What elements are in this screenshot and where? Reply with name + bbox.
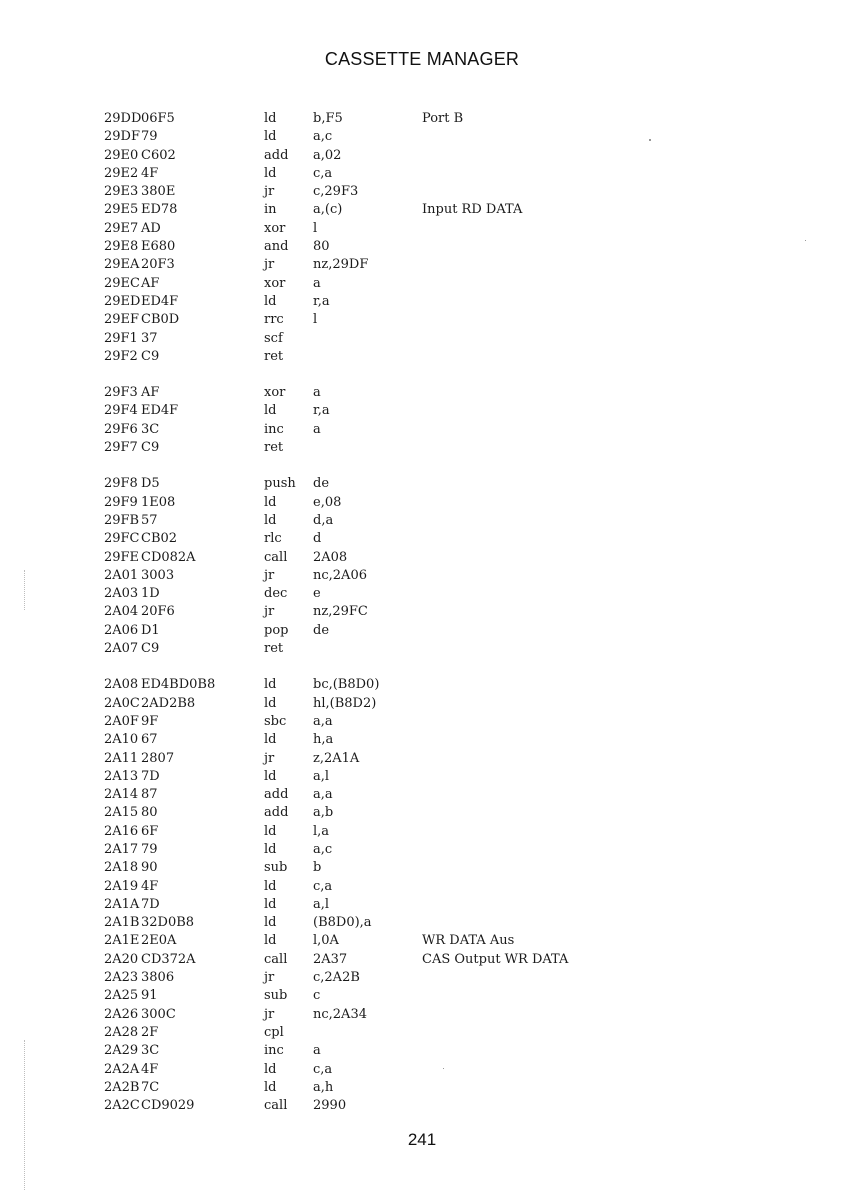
address-cell: 29EC (104, 275, 140, 291)
operand-cell: a,h (313, 1079, 334, 1095)
operand-cell: a,l (313, 768, 330, 784)
operand-cell: d (313, 531, 322, 547)
address-cell: 2A28 (104, 1024, 139, 1040)
opcode-cell: 3806 (141, 970, 175, 986)
opcode-cell: 3003 (141, 567, 175, 583)
operand-cell: e,08 (313, 494, 342, 510)
mnemonic-cell: inc (264, 1043, 284, 1059)
opcode-cell: 300C (141, 1006, 176, 1022)
opcode-cell: CD082A (141, 549, 196, 565)
opcode-cell: CD372A (141, 951, 196, 967)
operand-cell: a (313, 1043, 321, 1059)
operand-cell: c,a (313, 878, 333, 894)
mnemonic-cell: cpl (264, 1024, 284, 1040)
address-cell: 29F9 (104, 494, 138, 510)
opcode-cell: 7C (141, 1079, 160, 1095)
mnemonic-cell: jr (264, 970, 275, 986)
opcode-cell: 3C (141, 421, 160, 437)
address-cell: 29FC (104, 531, 140, 547)
address-cell: 2A0F (104, 713, 139, 729)
mnemonic-cell: ld (264, 896, 277, 912)
operand-cell: a,c (313, 129, 333, 145)
mnemonic-cell: ld (264, 1061, 277, 1077)
opcode-cell: ED4F (141, 403, 179, 419)
address-cell: 2A1B (104, 915, 140, 931)
operand-cell: 2990 (313, 1098, 347, 1114)
operand-cell: a,a (313, 713, 333, 729)
address-cell: 29E3 (104, 184, 139, 200)
operand-cell: l (313, 312, 318, 328)
address-cell: 2A14 (104, 787, 139, 803)
opcode-cell: 79 (141, 129, 158, 145)
opcode-cell: 06F5 (141, 111, 175, 126)
address-cell: 29F3 (104, 385, 138, 401)
operand-cell: a (313, 421, 321, 437)
mnemonic-cell: ld (264, 111, 277, 126)
address-cell: 2A11 (104, 750, 139, 766)
mnemonic-cell: ret (264, 440, 284, 456)
address-cell: 2A1A (104, 896, 140, 912)
mnemonic-cell: sub (264, 860, 288, 876)
address-cell: 2A06 (104, 622, 139, 638)
address-cell: 2A08 (104, 677, 139, 693)
mnemonic-cell: xor (264, 385, 286, 401)
address-cell: 29ED (104, 293, 141, 309)
operand-cell: a,02 (313, 147, 342, 163)
operand-cell: r,a (313, 403, 330, 419)
scan-speck (649, 139, 651, 141)
address-cell: 29F6 (104, 421, 138, 437)
address-cell: 29FB (104, 512, 140, 528)
mnemonic-cell: scf (264, 330, 283, 346)
mnemonic-cell: ld (264, 933, 277, 949)
operand-cell: de (313, 622, 330, 638)
address-cell: 2A17 (104, 841, 139, 857)
opcode-cell: ED4BD0B8 (141, 677, 216, 693)
opcode-cell: 57 (141, 512, 158, 528)
opcode-cell: CB02 (141, 531, 178, 547)
opcode-cell: D1 (141, 622, 160, 638)
operand-cell: a (313, 385, 321, 401)
mnemonic-cell: ld (264, 732, 277, 748)
address-cell: 29F4 (104, 403, 138, 419)
operand-cell: l,a (313, 823, 330, 839)
operand-cell: l,0A (313, 933, 339, 949)
operand-cell: l (313, 220, 318, 236)
scan-edge-mark (24, 1040, 26, 1190)
opcode-cell: ED4F (141, 293, 179, 309)
opcode-cell: C9 (141, 348, 160, 364)
opcode-cell: 20F3 (141, 257, 175, 273)
opcode-cell: 9F (141, 713, 159, 729)
mnemonic-cell: ld (264, 494, 277, 510)
address-cell: 29DD (104, 111, 142, 126)
operand-cell: e (313, 586, 321, 602)
opcode-cell: AD (141, 220, 161, 236)
mnemonic-cell: xor (264, 275, 286, 291)
mnemonic-cell: ld (264, 878, 277, 894)
comment-cell: WR DATA Aus (422, 933, 515, 949)
address-cell: 2A03 (104, 586, 139, 602)
mnemonic-cell: rrc (264, 312, 284, 328)
operand-cell: r,a (313, 293, 330, 309)
address-cell: 2A20 (104, 951, 139, 967)
address-cell: 29EF (104, 312, 140, 328)
opcode-cell: D5 (141, 476, 160, 492)
operand-cell: bc,(B8D0) (313, 677, 380, 693)
mnemonic-cell: jr (264, 604, 275, 620)
mnemonic-cell: ld (264, 823, 277, 839)
address-cell: 29EA (104, 257, 140, 273)
mnemonic-cell: add (264, 805, 289, 821)
address-cell: 2A26 (104, 1006, 139, 1022)
mnemonic-cell: ld (264, 677, 277, 693)
opcode-cell: 32D0B8 (141, 915, 195, 931)
operand-cell: a (313, 275, 321, 291)
address-cell: 2A19 (104, 878, 139, 894)
operand-cell: z,2A1A (313, 750, 360, 766)
mnemonic-cell: ld (264, 512, 277, 528)
address-cell: 2A16 (104, 823, 139, 839)
address-cell: 2A07 (104, 641, 139, 657)
operand-cell: c,29F3 (313, 184, 359, 200)
opcode-cell: 7D (141, 768, 160, 784)
mnemonic-cell: call (264, 549, 288, 565)
mnemonic-cell: add (264, 147, 289, 163)
opcode-cell: E680 (141, 239, 176, 255)
scan-speck (805, 240, 806, 241)
mnemonic-cell: ld (264, 403, 277, 419)
operand-cell: d,a (313, 512, 334, 528)
page-number: 241 (407, 1130, 437, 1149)
operand-cell: b,F5 (313, 111, 343, 126)
operand-cell: hl,(B8D2) (313, 695, 377, 711)
address-cell: 29E2 (104, 165, 139, 181)
mnemonic-cell: jr (264, 750, 275, 766)
opcode-cell: 4F (141, 878, 159, 894)
opcode-cell: 79 (141, 841, 158, 857)
address-cell: 29F2 (104, 348, 138, 364)
mnemonic-cell: ld (264, 293, 277, 309)
address-cell: 29E7 (104, 220, 139, 236)
mnemonic-cell: pop (264, 622, 289, 638)
mnemonic-cell: xor (264, 220, 286, 236)
operand-cell: nz,29FC (313, 604, 368, 620)
opcode-cell: 37 (141, 330, 158, 346)
opcode-cell: CB0D (141, 312, 180, 328)
mnemonic-cell: call (264, 951, 288, 967)
operand-cell: c,a (313, 1061, 333, 1077)
mnemonic-cell: ld (264, 915, 277, 931)
mnemonic-cell: inc (264, 421, 284, 437)
mnemonic-cell: ld (264, 165, 277, 181)
address-cell: 2A0C (104, 695, 140, 711)
operand-cell: h,a (313, 732, 334, 748)
operand-cell: a,l (313, 896, 330, 912)
address-cell: 2A2B (104, 1079, 140, 1095)
mnemonic-cell: ld (264, 695, 277, 711)
opcode-cell: 87 (141, 787, 158, 803)
opcode-cell: 1D (141, 586, 160, 602)
operand-cell: c,2A2B (313, 970, 360, 986)
mnemonic-cell: and (264, 239, 289, 255)
opcode-cell: ED78 (141, 202, 178, 218)
opcode-cell: 20F6 (141, 604, 175, 620)
operand-cell: a,c (313, 841, 333, 857)
mnemonic-cell: jr (264, 567, 275, 583)
address-cell: 2A2C (104, 1098, 140, 1114)
page-title: CASSETTE MANAGER (324, 49, 520, 69)
opcode-cell: CD9029 (141, 1098, 195, 1114)
address-cell: 29F7 (104, 440, 138, 456)
mnemonic-cell: ret (264, 641, 284, 657)
mnemonic-cell: jr (264, 184, 275, 200)
mnemonic-cell: call (264, 1098, 288, 1114)
address-cell: 29DF (104, 129, 140, 145)
address-cell: 2A1E (104, 933, 140, 949)
address-cell: 29E8 (104, 239, 139, 255)
operand-cell: 2A08 (313, 549, 348, 565)
operand-cell: a,b (313, 805, 334, 821)
operand-cell: 2A37 (313, 951, 348, 967)
mnemonic-cell: rlc (264, 531, 282, 547)
mnemonic-cell: ld (264, 768, 277, 784)
address-cell: 2A18 (104, 860, 139, 876)
address-cell: 2A23 (104, 970, 139, 986)
address-cell: 29E5 (104, 202, 139, 218)
mnemonic-cell: dec (264, 586, 288, 602)
operand-cell: nz,29DF (313, 257, 369, 273)
mnemonic-cell: jr (264, 257, 275, 273)
operand-cell: a,a (313, 787, 333, 803)
mnemonic-cell: in (264, 202, 277, 218)
address-cell: 29FE (104, 549, 140, 565)
opcode-cell: 80 (141, 805, 158, 821)
mnemonic-cell: ret (264, 348, 284, 364)
opcode-cell: 1E08 (141, 494, 176, 510)
mnemonic-cell: ld (264, 129, 277, 145)
operand-cell: c (313, 988, 321, 1004)
opcode-cell: 3C (141, 1043, 160, 1059)
opcode-cell: 67 (141, 732, 158, 748)
mnemonic-cell: add (264, 787, 289, 803)
address-cell: 2A04 (104, 604, 139, 620)
address-cell: 29E0 (104, 147, 139, 163)
operand-cell: nc,2A06 (313, 567, 367, 583)
opcode-cell: C9 (141, 440, 160, 456)
mnemonic-cell: sbc (264, 713, 287, 729)
address-cell: 2A01 (104, 567, 139, 583)
operand-cell: b (313, 860, 322, 876)
mnemonic-cell: ld (264, 841, 277, 857)
mnemonic-cell: ld (264, 1079, 277, 1095)
opcode-cell: AF (141, 385, 160, 401)
opcode-cell: 90 (141, 860, 158, 876)
scan-edge-mark (24, 570, 26, 610)
opcode-cell: C602 (141, 147, 176, 163)
address-cell: 29F8 (104, 476, 138, 492)
opcode-cell: 380E (141, 184, 176, 200)
opcode-cell: 4F (141, 165, 159, 181)
address-cell: 2A15 (104, 805, 139, 821)
mnemonic-cell: push (264, 476, 296, 492)
opcode-cell: 2F (141, 1024, 159, 1040)
opcode-cell: 2807 (141, 750, 175, 766)
opcode-cell: 7D (141, 896, 160, 912)
address-cell: 2A25 (104, 988, 139, 1004)
address-cell: 29F1 (104, 330, 138, 346)
address-cell: 2A2A (104, 1061, 140, 1077)
operand-cell: 80 (313, 239, 330, 255)
comment-cell: CAS Output WR DATA (422, 951, 569, 967)
mnemonic-cell: jr (264, 1006, 275, 1022)
address-cell: 2A29 (104, 1043, 139, 1059)
comment-cell: Input RD DATA (422, 202, 523, 218)
opcode-cell: 2E0A (141, 933, 177, 949)
opcode-cell: AF (141, 275, 160, 291)
operand-cell: de (313, 476, 330, 492)
mnemonic-cell: sub (264, 988, 288, 1004)
operand-cell: a,(c) (313, 202, 343, 218)
comment-cell: Port B (422, 111, 464, 126)
scan-speck (443, 1068, 444, 1069)
operand-cell: (B8D0),a (313, 915, 372, 931)
opcode-cell: C9 (141, 641, 160, 657)
address-cell: 2A10 (104, 732, 139, 748)
operand-cell: c,a (313, 165, 333, 181)
opcode-cell: 6F (141, 823, 159, 839)
opcode-cell: 91 (141, 988, 158, 1004)
operand-cell: nc,2A34 (313, 1006, 367, 1022)
address-cell: 2A13 (104, 768, 139, 784)
opcode-cell: 4F (141, 1061, 159, 1077)
opcode-cell: 2AD2B8 (141, 695, 196, 711)
